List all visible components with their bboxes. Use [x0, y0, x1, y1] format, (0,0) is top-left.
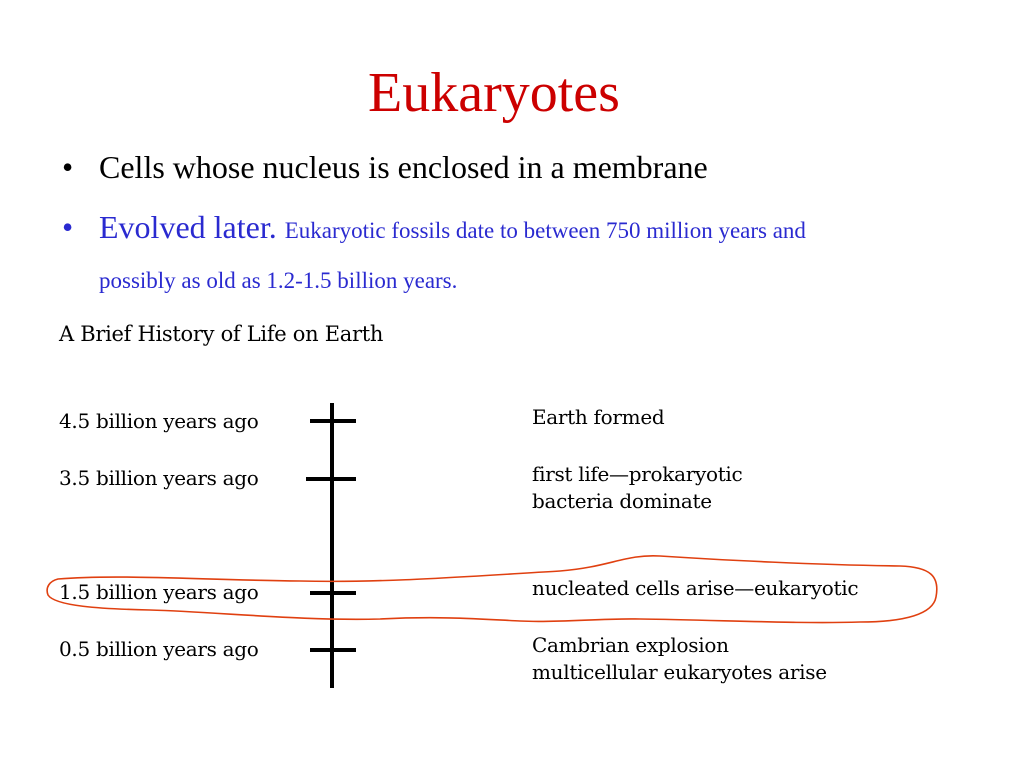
bullet-text-small: Eukaryotic fossils date to between 750 million years and	[284, 218, 806, 243]
timeline-event-line: nucleated cells arise—eukaryotic	[532, 576, 859, 600]
timeline-time-label: 1.5 billion years ago	[59, 580, 259, 604]
bullet-text-large: Evolved later.	[99, 209, 277, 245]
timeline-event-line: multicellular eukaryotes arise	[532, 660, 827, 684]
timeline-time-label: 3.5 billion years ago	[59, 466, 259, 490]
bullet-marker: •	[62, 209, 74, 245]
bullet-marker: •	[62, 149, 74, 185]
timeline-title: A Brief History of Life on Earth	[59, 322, 384, 346]
bullet-text: Cells whose nucleus is enclosed in a membrane	[99, 149, 708, 185]
timeline-time-label: 0.5 billion years ago	[59, 637, 259, 661]
slide-title: Eukaryotes	[368, 62, 620, 124]
timeline-time-label: 4.5 billion years ago	[59, 409, 259, 433]
timeline-event-line: bacteria dominate	[532, 489, 712, 513]
bullet-continuation: possibly as old as 1.2-1.5 billion years.	[99, 268, 458, 293]
timeline-event-line: Cambrian explosion	[532, 633, 729, 657]
annotation-circle	[47, 556, 937, 623]
timeline-event-line: Earth formed	[532, 405, 665, 429]
timeline-event-line: first life—prokaryotic	[532, 462, 743, 486]
